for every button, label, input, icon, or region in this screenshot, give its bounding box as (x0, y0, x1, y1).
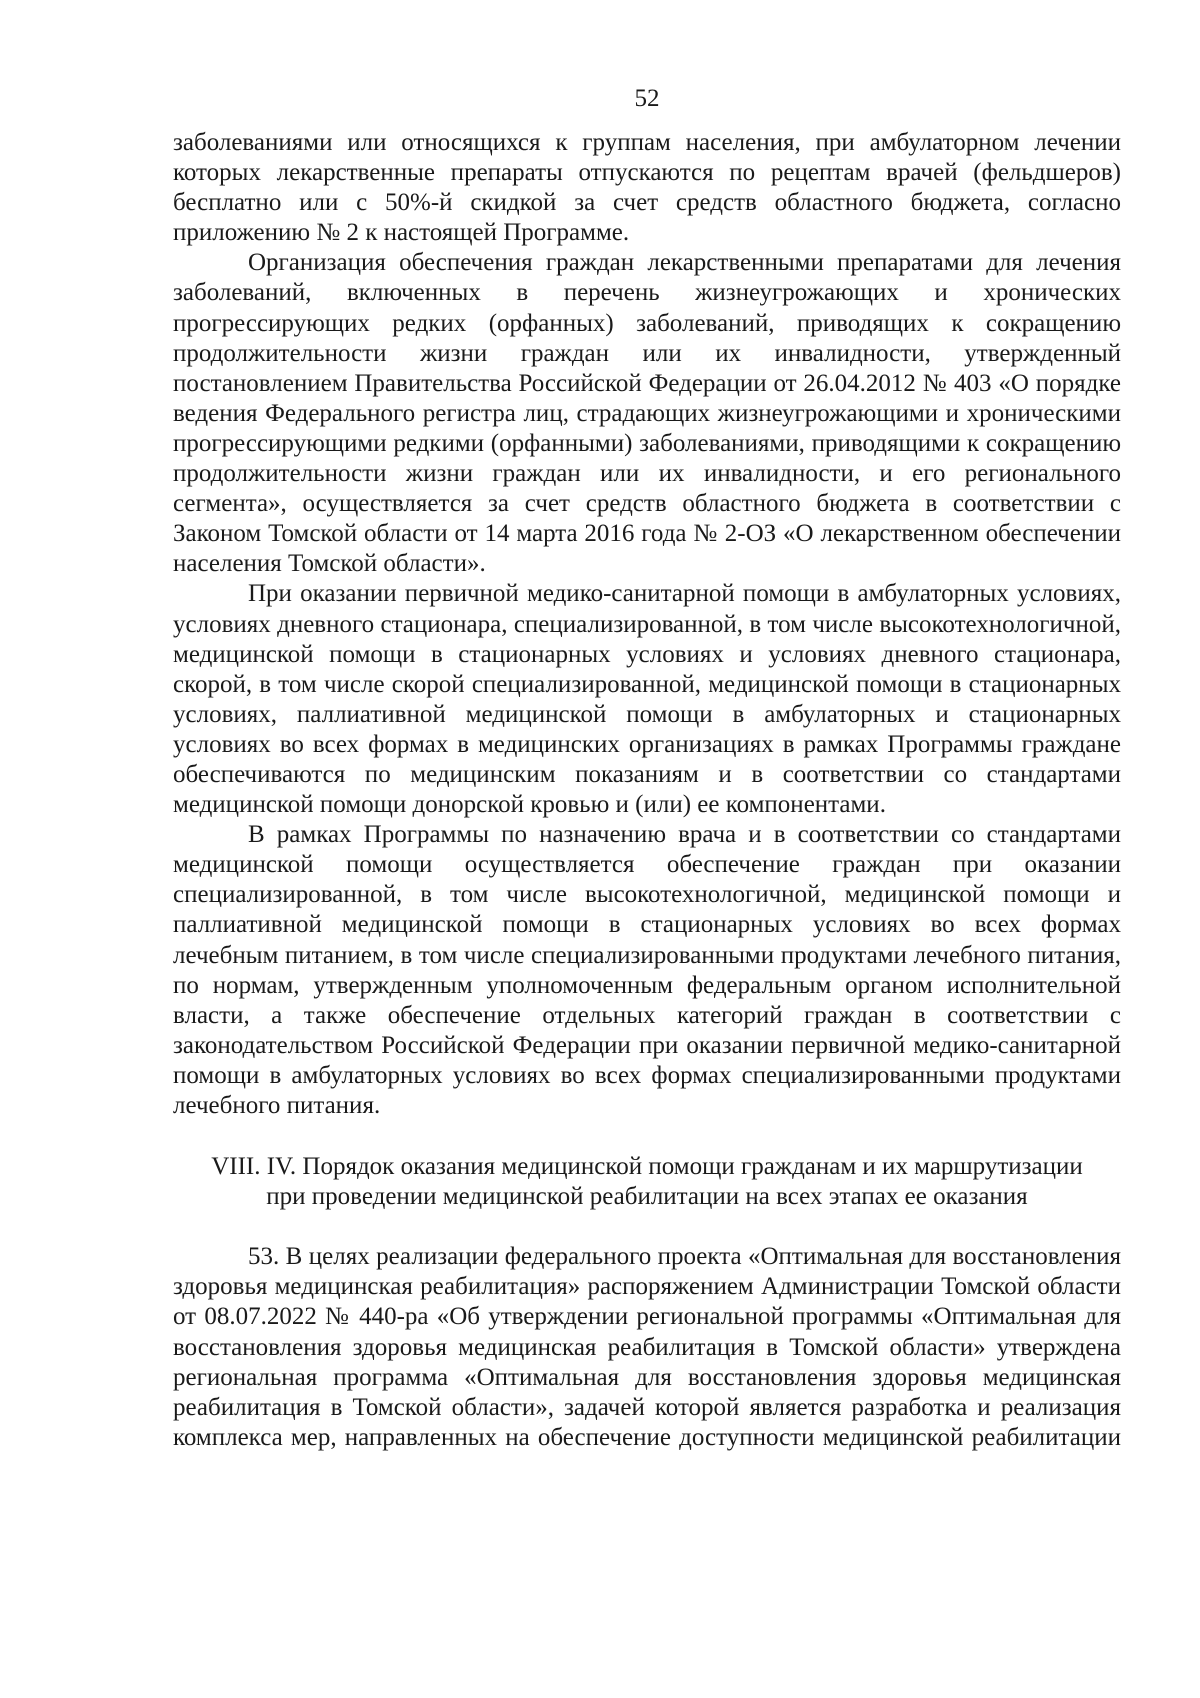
section-heading (173, 1152, 1121, 1212)
page-number: 52 (634, 85, 660, 112)
document-page (173, 84, 1121, 1453)
paragraph-1: заболеваниями или относящихся к группам населения, при амбулаторном лечении которых лекарственные препараты отпускаются по рецептам врачей (фельдшеров) бесплатно или с 50%-й скидкой за счет средств областного бюджета, согласно приложению № 2 к настоящей Программе. (173, 129, 1121, 247)
section-heading-line-2: при проведении медицинской реабилитации на всех этапах ее оказания (266, 1183, 1028, 1211)
paragraph-5: 53. В целях реализации федерального проекта «Оптимальная для восстановления здоровья медицинская реабилитация» распоряжением Администрации Томской области от 08.07.2022 № 440-ра «Об утверждении региональной программы «Оптимальная для восстановления здоровья медицинская реабилитация в Томской области» утверждена региональная программа «Оптимальная для восстановления здоровья медицинская реабилитация в Томской области», задачей которой является разработка и реализация комплекса мер, направленных на обеспечение доступности медицинской реабилитации (173, 1243, 1121, 1451)
paragraph-4: В рамках Программы по назначению врача и в соответствии со стандартами медицинской помощи осуществляется обеспечение граждан при оказании специализированной, в том числе высокотехнологичной, медицинской помощи и паллиативной медицинской помощи в стационарных условиях во всех формах лечебным питанием, в том числе специализированными продуктами лечебного питания, по нормам, утвержденным уполномоченным федеральным органом исполнительной власти, а также обеспечение отдельных категорий граждан в соответствии с законодательством Российской Федерации при оказании первичной медико-санитарной помощи в амбулаторных условиях во всех формах специализированными продуктами лечебного питания. (173, 821, 1121, 1119)
paragraph-3: При оказании первичной медико-санитарной помощи в амбулаторных условиях, условиях дневного стационара, специализированной, в том числе высокотехнологичной, медицинской помощи в стационарных условиях и условиях дневного стационара, скорой, в том числе скорой специализированной, медицинской помощи в стационарных условиях, паллиативной медицинской помощи в амбулаторных и стационарных условиях во всех формах в медицинских организациях в рамках Программы граждане обеспечиваются по медицинским показаниям и в соответствии со стандартами медицинской помощи донорской кровью и (или) ее компонентами. (173, 580, 1121, 819)
section-heading-line-1: VIII. IV. Порядок оказания медицинской помощи гражданам и их маршрутизации (211, 1153, 1083, 1181)
paragraph-2: Организация обеспечения граждан лекарственными препаратами для лечения заболеваний, включенных в перечень жизнеугрожающих и хронических прогрессирующих редких (орфанных) заболеваний, приводящих к сокращению продолжительности жизни граждан или их инвалидности, утвержденный постановлением Правительства Российской Федерации от 26.04.2012 № 403 «О порядке ведения Федерального регистра лиц, страдающих жизнеугрожающими и хроническими прогрессирующими редкими (орфанными) заболеваниями, приводящими к сокращению продолжительности жизни граждан или их инвалидности, и его регионального сегмента», осуществляется за счет средств областного бюджета в соответствии с Законом Томской области от 14 марта 2016 года № 2-ОЗ «О лекарственном обеспечении населения Томской области». (173, 249, 1121, 578)
